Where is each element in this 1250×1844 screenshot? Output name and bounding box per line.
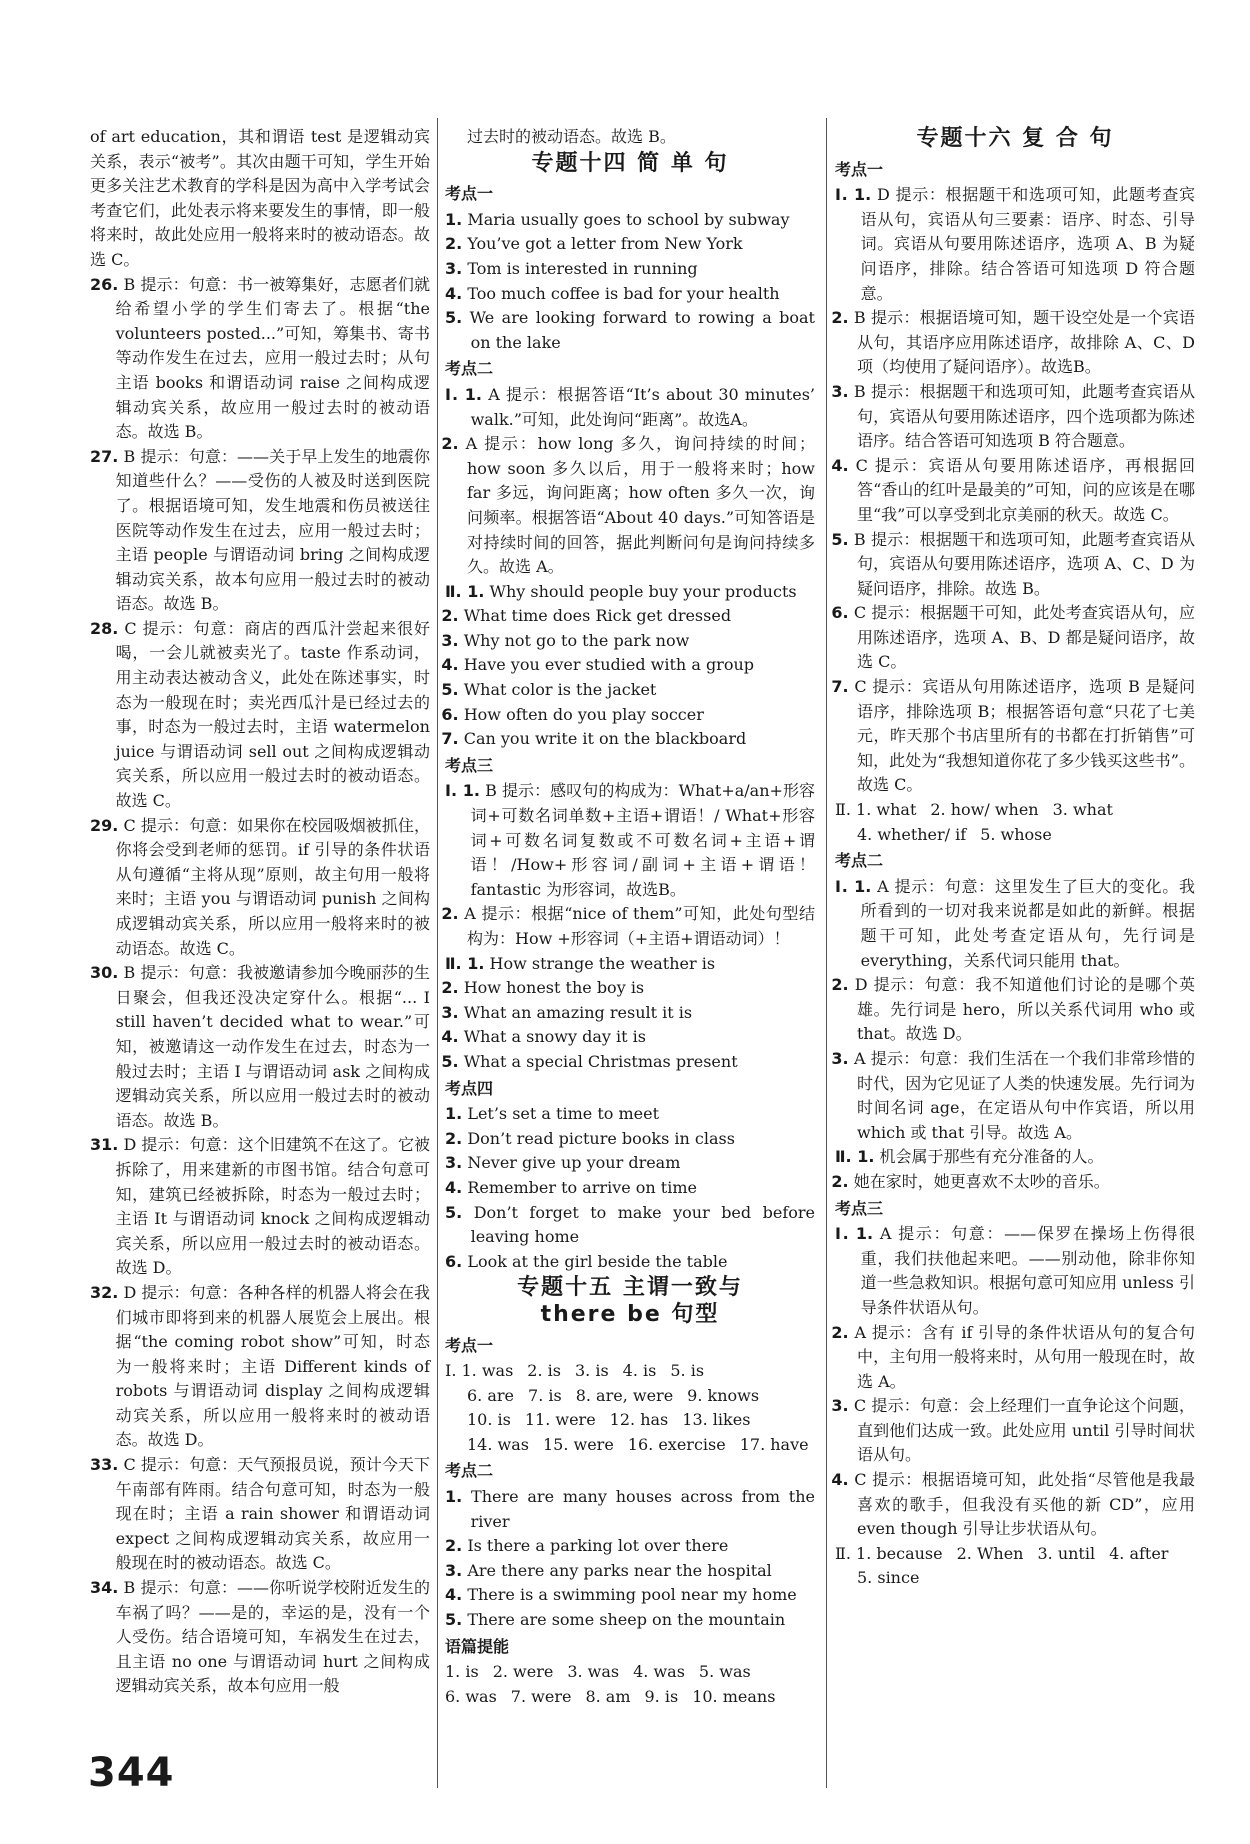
list-item: Ⅱ. 1. Why should people buy your products <box>445 581 797 601</box>
list-item: 2. You’ve got a letter from New York <box>445 234 743 254</box>
kaodian-label: 考点三 <box>835 1198 884 1218</box>
kaodian-label: 考点二 <box>445 359 494 379</box>
section-title-14: 专题十四 简 单 句 <box>531 150 729 176</box>
list-item: 4. C 提示：根据语境可知，此处指“尽管他是我最喜欢的歌手，但我没有买他的新 CD”，应用 even though 引导让步状语从句。 <box>831 1470 1195 1539</box>
list-item: Ⅰ. 1. A 提示：句意：——保罗在操场上伤得很重，我们扶他起来吧。——别动他，除非你知道一些急救知识。根据句意可知应用 unless 引导条件状语从句。 <box>835 1224 1195 1317</box>
list-item: 6. How often do you play soccer <box>441 704 704 724</box>
list-item: 2. Don’t read picture books in class <box>445 1128 735 1148</box>
section-title-15: 专题十五 主谓一致与 <box>517 1275 743 1301</box>
list-item: 2. D 提示：句意：我不知道他们讨论的是哪个英雄。先行词是 hero，所以关系代词用 who 或 that。故选 D。 <box>831 975 1195 1044</box>
list-item: 5. What color is the jacket <box>441 680 657 700</box>
list-item: 5. B 提示：根据题干和选项可知，此题考查宾语从句，宾语从句要用陈述语序，选项 A、C、D 为疑问语序，排除。故选 B。 <box>831 529 1195 598</box>
list-item: 3. Tom is interested in running <box>445 258 698 278</box>
column-1 <box>90 125 430 1785</box>
kaodian-label: 考点二 <box>835 851 884 871</box>
list-item: 7. C 提示：宾语从句用陈述语序，选项 B 是疑问语序，排除选项 B；根据答语句意“只花了七美元，昨天那个书店里所有的书都在打折销售”可知，此处为“我想知道你花了多少钱买这些书”。故选 C。 <box>831 677 1195 795</box>
column-divider-left <box>437 118 438 1788</box>
list-item: 5. We are looking forward to rowing a boat on the lake <box>445 308 815 352</box>
answer-item-32: 32. D 提示：句意：各种各样的机器人将会在我们城市即将到来的机器人展览会上展出。根据“the coming robot show”可知，时态为一般将来时；主语 Different kinds of robots 与谓语动词 display 之间构成逻辑动宾关系，所以应用一般将来时的被动语态。故选 D。 <box>90 1282 430 1450</box>
kaodian-label: 考点一 <box>835 159 884 179</box>
answer-row: 6. are 7. is 8. are, were 9. knows <box>467 1385 760 1405</box>
answer-item: of art education，其和谓语 test 是逻辑动宾关系，表示“被考”。其次由题干可知，学生开始更多关注艺术教育的学科是因为高中入学考试会考查它们，此处表示将来要发生的事情，即一般将来时，故此处应用一般将来时的被动语态。故选 C。 <box>90 127 430 269</box>
list-item: 4. C 提示：宾语从句要用陈述语序，再根据回答“香山的红叶是最美的”可知，问的应该是在哪里“我”可以享受到北京美丽的秋天。故选 C。 <box>831 455 1195 524</box>
answer-row: Ⅰ. 1. was 2. is 3. is 4. is 5. is <box>445 1361 705 1381</box>
list-item: 2. A 提示：根据“nice of them”可知，此处句型结构为：How +形容词（+主语+谓语动词）！ <box>441 904 815 948</box>
list-item: 2. How honest the boy is <box>441 978 645 998</box>
column-3 <box>831 125 1195 1785</box>
list-item: 4. Too much coffee is bad for your health <box>445 283 780 303</box>
list-item: 2. Is there a parking lot over there <box>445 1536 729 1556</box>
section-title-15-sub: there be 句型 <box>540 1301 720 1327</box>
kaodian-label: 考点三 <box>445 755 494 775</box>
answer-row: 4. whether/ if 5. whose <box>857 824 1052 844</box>
list-item: 5. Don’t forget to make your bed before leaving home <box>445 1202 815 1247</box>
answer-row: 6. was 7. were 8. am 9. is 10. means <box>445 1686 776 1706</box>
list-item: Ⅰ. 1. B 提示：感叹句的构成为：What+a/an+形容词+可数名词单数+主语+谓语！/ What+形容词+可数名词复数或不可数名词+主语+谓语！/How+形容词/副词+主语+谓语！fantastic 为形容词，故选B。 <box>445 781 816 899</box>
list-item: 2. A 提示：how long 多久，询问持续的时间；how soon 多久以后，用于一般将来时；how far 多远，询问距离；how often 多久一次，询问频率。根据答语“About 40 days.”可知答语是对持续时间的回答，据此判断问句是询问持续多久。故选 A。 <box>441 434 815 577</box>
list-item: 4. What a snowy day it is <box>441 1027 646 1047</box>
list-item: Ⅰ. 1. A 提示：根据答语“It’s about 30 minutes’ walk.”可知，此处询问“距离”。故选A。 <box>445 384 815 429</box>
list-item: 1. There are many houses across from the river <box>445 1487 816 1531</box>
answer-item-33: 33. C 提示：句意：天气预报员说，预计今天下午南部有阵雨。结合句意可知，时态为一般现在时；主语 a rain shower 和谓语动词 expect 之间构成逻辑动宾关系，故应用一般现在时的被动语态。故选 C。 <box>90 1455 430 1573</box>
answer-item-26: 26. B 提示：句意：书一被筹集好，志愿者们就给希望小学的学生们寄去了。根据“the volunteers posted...”可知，筹集书、寄书等动作发生在过去，应用一般过去时；从句主语 books 和谓语动词 raise 之间构成逻辑动宾关系，故应用一般过去时的被动语态。故选 B。 <box>90 274 430 442</box>
continuation-text: 过去时的被动语态。故选 B。 <box>467 127 676 146</box>
answer-row: Ⅱ. 1. what 2. how/ when 3. what <box>835 800 1113 820</box>
list-item: 7. Can you write it on the blackboard <box>441 729 747 749</box>
section-title-16: 专题十六 复 合 句 <box>916 126 1114 151</box>
page-number: 344 <box>88 1750 175 1796</box>
list-item: 1. Let’s set a time to meet <box>445 1104 659 1124</box>
list-item: 4. Have you ever studied with a group <box>441 655 755 675</box>
kaodian-label: 考点一 <box>445 1335 494 1355</box>
list-item: 2. B 提示：根据语境可知，题干设空处是一个宾语从句，其语序应用陈述语序，故排除 A、C、D 项（均使用了疑问语序）。故选B。 <box>831 308 1195 377</box>
answer-item-30: 30. B 提示：句意：我被邀请参加今晚丽莎的生日聚会，但我还没决定穿什么。根据“... I still haven’t decided what to wear.”可知，被邀请这一动作发生在过去，时态为一般过去时；主语 I 与谓语动词 ask 之间构成逻辑动宾关系，所以应用一般过去时的被动语态。故选 B。 <box>90 963 430 1130</box>
list-item: 5. There are some sheep on the mountain <box>445 1610 786 1630</box>
column-divider-right <box>826 118 827 1788</box>
list-item: 6. Look at the girl beside the table <box>445 1251 728 1271</box>
list-item: 3. C 提示：句意：会上经理们一直争论这个问题，直到他们达成一致。此处应用 until 引导时间状语从句。 <box>831 1396 1195 1465</box>
list-item: 1. Maria usually goes to school by subway <box>445 209 790 229</box>
answer-row: 1. is 2. were 3. was 4. was 5. was <box>445 1662 751 1682</box>
kaodian-label: 考点四 <box>445 1078 494 1098</box>
list-item: 2. What time does Rick get dressed <box>441 606 732 626</box>
list-item: 5. What a special Christmas present <box>441 1051 738 1071</box>
list-item: 4. Remember to arrive on time <box>445 1177 697 1197</box>
list-item: 3. What an amazing result it is <box>441 1002 693 1022</box>
answer-item-31: 31. D 提示：句意：这个旧建筑不在这了。它被拆除了，用来建新的市图书馆。结合句意可知，建筑已经被拆除，时态为一般过去时；主语 It 与谓语动词 knock 之间构成逻辑动宾关系，所以应用一般过去时的被动语态。故选 D。 <box>90 1135 430 1278</box>
list-item: Ⅱ. 1. How strange the weather is <box>445 953 716 973</box>
answer-item-27: 27. B 提示：句意：——关于早上发生的地震你知道些什么？——受伤的人被及时送到医院了。根据语境可知，发生地震和伤员被送往医院等动作发生在过去，应用一般过去时；主语 people 与谓语动词 bring 之间构成逻辑动宾关系，故本句应用一般过去时的被动语态。故选 B。 <box>90 446 430 614</box>
kd1-list <box>445 208 815 356</box>
kaodian-label: 考点一 <box>445 184 494 204</box>
answer-row: Ⅱ. 1. because 2. When 3. until 4. after <box>835 1543 1169 1563</box>
list-item: Ⅰ. 1. D 提示：根据题干和选项可知，此题考查宾语从句，宾语从句三要素：语序、时态、引导词。宾语从句要用陈述语序，选项 A、B 为疑问语序，排除。结合答语可知选项 D 符合题意。 <box>835 185 1195 303</box>
list-item: 3. Are there any parks near the hospital <box>445 1560 772 1580</box>
list-item: 6. C 提示：根据题干可知，此处考查宾语从句，应用陈述语序，选项 A、B、D 都是疑问语序，故选 C。 <box>831 603 1195 672</box>
answer-row: 10. is 11. were 12. has 13. likes <box>467 1410 751 1430</box>
answer-item-34: 34. B 提示：句意：——你听说学校附近发生的车祸了吗？——是的，幸运的是，没有一个人受伤。结合语境可知，车祸发生在过去，且主语 no one 与谓语动词 hurt 之间构成逻辑动宾关系，故本句应用一般 <box>90 1578 430 1696</box>
kaodian-label: 语篇提能 <box>445 1636 510 1656</box>
answer-row: 14. was 15. were 16. exercise 17. have <box>467 1434 809 1454</box>
kaodian-label: 考点二 <box>445 1461 494 1481</box>
list-item: 2. A 提示：含有 if 引导的条件状语从句的复合句中，主句用一般将来时，从句用一般现在时，故选 A。 <box>831 1322 1195 1391</box>
list-item: Ⅰ. 1. A 提示：句意：这里发生了巨大的变化。我所看到的一切对我来说都是如此的新鲜。根据题干可知，此处考查定语从句，先行词是 everything，关系代词只能用 that。 <box>835 876 1195 970</box>
list-item: 3. A 提示：句意：我们生活在一个我们非常珍惜的时代，因为它见证了人类的快速发展。先行词为时间名词 age，在定语从句中作宾语，所以用 which 或 that 引导。故选 A。 <box>831 1048 1195 1142</box>
list-item: 3. Why not go to the park now <box>441 630 690 650</box>
list-item: 4. There is a swimming pool near my home <box>445 1585 797 1605</box>
answer-item-29: 29. C 提示：句意：如果你在校园吸烟被抓住，你将会受到老师的惩罚。if 引导的条件状语从句遵循“主将从现”原则，故主句用一般将来时；主语 you 与谓语动词 punish 之间构成逻辑动宾关系，所以应用一般将来时的被动语态。故选 C。 <box>90 815 430 958</box>
column-2 <box>441 125 816 1785</box>
answer-item-28: 28. C 提示：句意：商店的西瓜汁尝起来很好喝，一会儿就被卖光了。taste 作系动词，用主动表达被动含义，此处在陈述事实，时态为一般现在时；卖光西瓜汁是已经过去的事，时态为一般过去时，主语 watermelon juice 与谓语动词 sell out 之间构成逻辑动宾关系，所以应用一般过去时的被动语态。故选 C。 <box>90 618 430 811</box>
list-item: 3. Never give up your dream <box>445 1153 681 1173</box>
list-item: 3. B 提示：根据题干和选项可知，此题考查宾语从句，宾语从句要用陈述语序，四个选项都为陈述语序。结合答语可知选项 B 符合题意。 <box>831 381 1195 451</box>
answer-row: 5. since <box>857 1568 920 1588</box>
list-item: Ⅱ. 1. 机会属于那些有充分准备的人。 <box>835 1147 1104 1167</box>
list-item: 2. 她在家时，她更喜欢不太吵的音乐。 <box>831 1171 1110 1191</box>
